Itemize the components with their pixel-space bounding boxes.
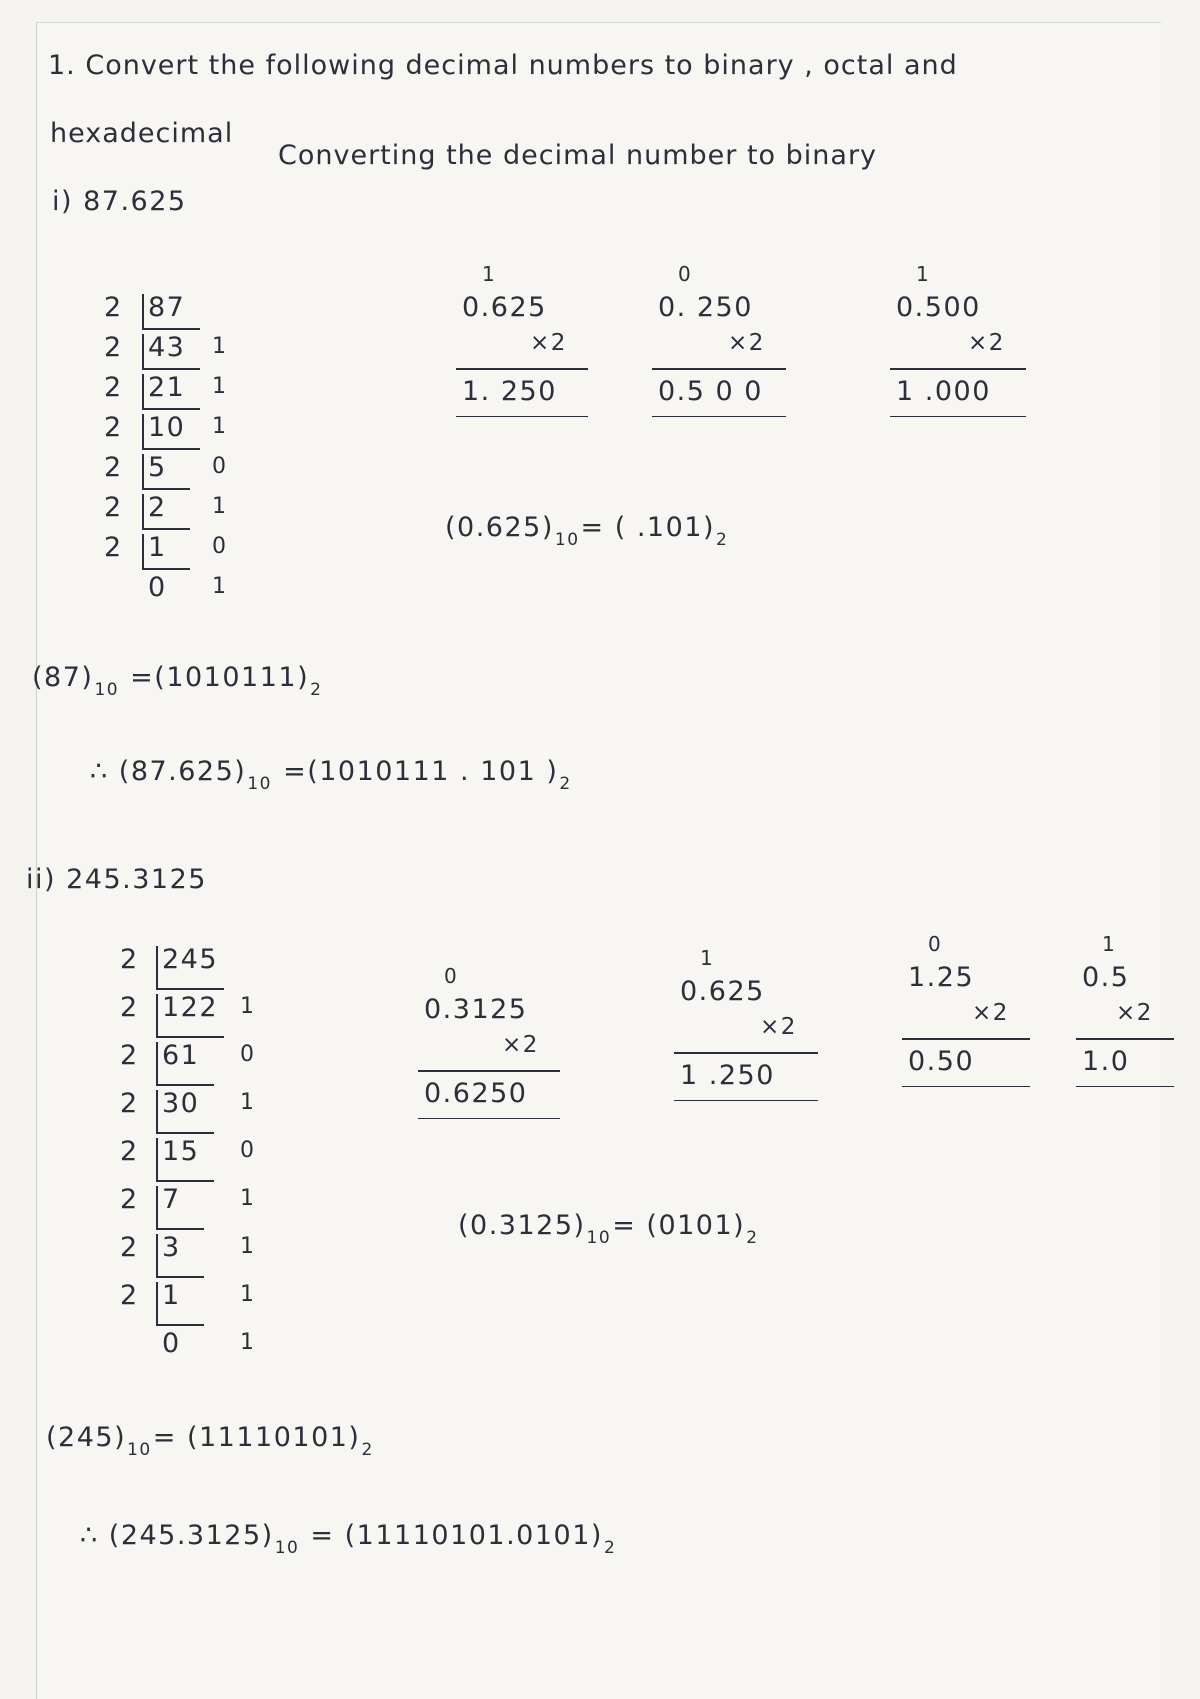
part2-integer-result: $(245)_{10}= (11110101)_2$ <box>46 1422 374 1460</box>
remainder: 1 <box>212 374 228 399</box>
product-underline <box>890 416 1026 417</box>
carry-digit: 1 <box>1102 932 1115 956</box>
quotient: 122 <box>162 992 219 1023</box>
part1-label: i) 87.625 <box>52 186 187 217</box>
quotient: 2 <box>148 492 167 523</box>
carry-digit: 1 <box>482 262 495 286</box>
product: 0.6250 <box>424 1078 528 1109</box>
division-bracket <box>142 334 144 370</box>
division-bracket <box>156 946 158 990</box>
remainder: 0 <box>212 454 228 479</box>
division-underline <box>156 1228 204 1230</box>
remainder: 1 <box>240 1282 256 1307</box>
quotient: 30 <box>162 1088 200 1119</box>
product-line <box>418 1070 560 1072</box>
division-underline <box>156 1084 214 1086</box>
division-underline <box>156 1324 204 1326</box>
division-underline <box>156 1036 224 1038</box>
division-bracket <box>156 1138 158 1182</box>
product-line <box>652 368 786 370</box>
fraction-operand: 0. 250 <box>658 292 753 323</box>
division-underline <box>156 1132 214 1134</box>
divisor: 2 <box>104 452 123 483</box>
division-underline <box>156 1180 214 1182</box>
product-underline <box>418 1118 560 1119</box>
multiplier: ×2 <box>728 330 765 356</box>
divisor: 2 <box>120 1280 139 1311</box>
division-bracket <box>142 454 144 490</box>
carry-digit: 0 <box>444 964 457 988</box>
part2-final-result: ∴ $(245.3125)_{10} = (11110101.0101)_2$ <box>80 1520 617 1558</box>
part2-fraction-result: $(0.3125)_{10}= (0101)_2$ <box>458 1210 759 1248</box>
multiplier: ×2 <box>968 330 1005 356</box>
multiplier: ×2 <box>502 1032 539 1058</box>
remainder: 1 <box>212 334 228 359</box>
remainder: 0 <box>240 1042 256 1067</box>
division-bracket <box>156 1042 158 1086</box>
remainder: 0 <box>240 1138 256 1163</box>
quotient: 21 <box>148 372 186 403</box>
divisor: 2 <box>120 1184 139 1215</box>
division-bracket <box>156 994 158 1038</box>
quotient: 7 <box>162 1184 181 1215</box>
division-underline <box>142 528 190 530</box>
product: 1 .250 <box>680 1060 775 1091</box>
product-line <box>456 368 588 370</box>
fraction-operand: 0.625 <box>680 976 765 1007</box>
quotient: 43 <box>148 332 186 363</box>
division-bracket <box>142 534 144 570</box>
division-underline <box>142 568 190 570</box>
carry-digit: 0 <box>928 932 941 956</box>
quotient: 245 <box>162 944 219 975</box>
remainder: 1 <box>212 414 228 439</box>
multiplier: ×2 <box>530 330 567 356</box>
fraction-operand: 0.3125 <box>424 994 528 1025</box>
product-line <box>902 1038 1030 1040</box>
part1-fraction-result: $(0.625)_{10}=$ ( $.101)_2$ <box>445 512 729 550</box>
quotient: 3 <box>162 1232 181 1263</box>
division-bracket <box>156 1090 158 1134</box>
divisor: 2 <box>120 992 139 1023</box>
division-bracket <box>142 374 144 410</box>
quotient: 87 <box>148 292 186 323</box>
part1-integer-result: $(87)_{10} =(1010111)_2$ <box>32 662 323 700</box>
division-bracket <box>142 414 144 450</box>
division-underline <box>142 408 200 410</box>
divisor: 2 <box>120 1040 139 1071</box>
division-underline <box>142 488 190 490</box>
quotient: 61 <box>162 1040 200 1071</box>
divisor: 2 <box>120 944 139 975</box>
division-underline <box>156 988 224 990</box>
product: 1.0 <box>1082 1046 1130 1077</box>
product: 1. 250 <box>462 376 557 407</box>
part2-label: ii) 245.3125 <box>26 864 207 895</box>
remainder: 1 <box>212 494 228 519</box>
quotient: 0 <box>162 1328 181 1359</box>
division-underline <box>142 328 200 330</box>
quotient: 5 <box>148 452 167 483</box>
quotient: 0 <box>148 572 167 603</box>
division-bracket <box>156 1234 158 1278</box>
product-underline <box>902 1086 1030 1087</box>
divisor: 2 <box>104 332 123 363</box>
division-bracket <box>142 494 144 530</box>
multiplier: ×2 <box>972 1000 1009 1026</box>
remainder: 1 <box>212 574 228 599</box>
divisor: 2 <box>104 292 123 323</box>
carry-digit: 1 <box>700 946 713 970</box>
remainder: 1 <box>240 1186 256 1211</box>
fraction-operand: 0.625 <box>462 292 547 323</box>
divisor: 2 <box>120 1232 139 1263</box>
question-line-1: 1. Convert the following decimal numbers to binary , octal and <box>48 50 958 81</box>
product-line <box>890 368 1026 370</box>
product: 0.5 0 0 <box>658 376 763 407</box>
divisor: 2 <box>120 1136 139 1167</box>
division-underline <box>156 1276 204 1278</box>
quotient: 15 <box>162 1136 200 1167</box>
remainder: 0 <box>212 534 228 559</box>
divisor: 2 <box>104 372 123 403</box>
product-underline <box>456 416 588 417</box>
product-underline <box>674 1100 818 1101</box>
question-line-2: hexadecimal <box>50 118 234 149</box>
remainder: 1 <box>240 1330 256 1355</box>
quotient: 1 <box>148 532 167 563</box>
remainder: 1 <box>240 1234 256 1259</box>
remainder: 1 <box>240 994 256 1019</box>
product: 1 .000 <box>896 376 991 407</box>
quotient: 10 <box>148 412 186 443</box>
multiplier: ×2 <box>760 1014 797 1040</box>
divisor: 2 <box>104 412 123 443</box>
subheading: Converting the decimal number to binary <box>278 140 878 171</box>
division-bracket <box>142 294 144 330</box>
carry-digit: 0 <box>678 262 691 286</box>
division-underline <box>142 448 200 450</box>
product-line <box>674 1052 818 1054</box>
fraction-operand: 1.25 <box>908 962 975 993</box>
quotient: 1 <box>162 1280 181 1311</box>
product: 0.50 <box>908 1046 975 1077</box>
divisor: 2 <box>120 1088 139 1119</box>
part1-final-result: ∴ $(87.625)_{10} =(1010111$ . 101 )$_2$ <box>90 756 572 794</box>
remainder: 1 <box>240 1090 256 1115</box>
divisor: 2 <box>104 532 123 563</box>
product-line <box>1076 1038 1174 1040</box>
product-underline <box>652 416 786 417</box>
carry-digit: 1 <box>916 262 929 286</box>
fraction-operand: 0.5 <box>1082 962 1130 993</box>
fraction-operand: 0.500 <box>896 292 981 323</box>
divisor: 2 <box>104 492 123 523</box>
product-underline <box>1076 1086 1174 1087</box>
division-underline <box>142 368 200 370</box>
multiplier: ×2 <box>1116 1000 1153 1026</box>
division-bracket <box>156 1282 158 1326</box>
division-bracket <box>156 1186 158 1230</box>
